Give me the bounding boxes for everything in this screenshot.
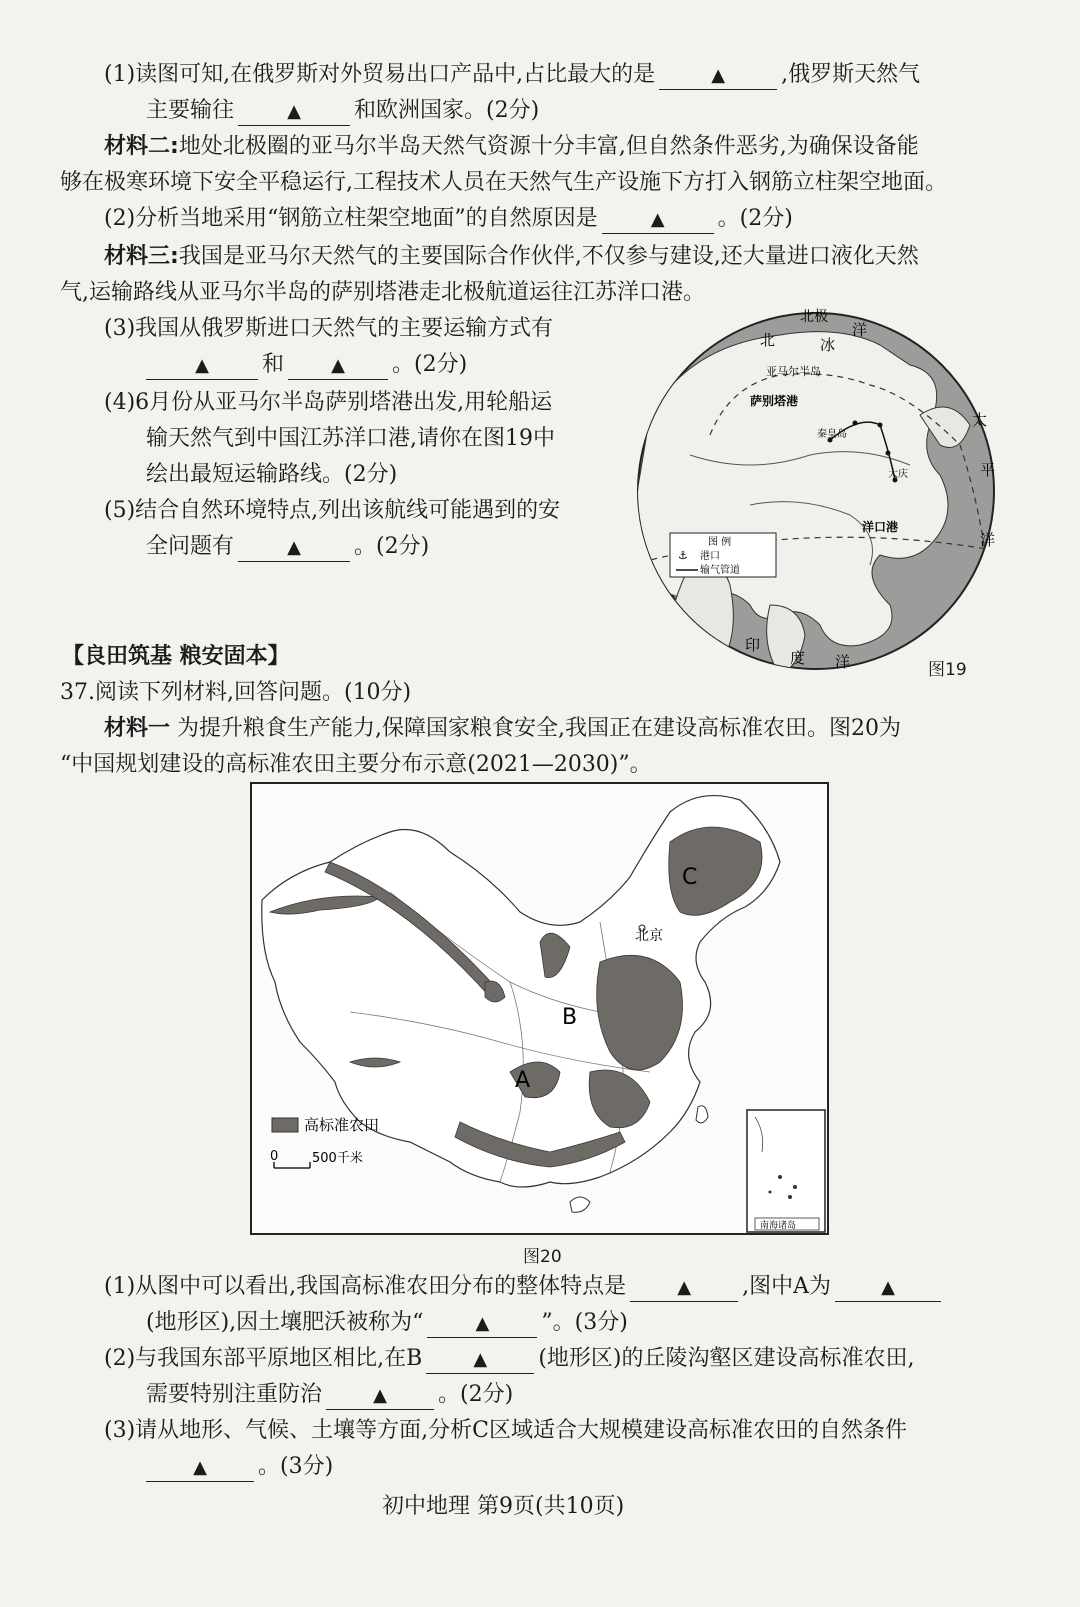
answer-blank[interactable] bbox=[630, 1274, 738, 1302]
figure-19-caption: 图19 bbox=[928, 660, 967, 680]
blank-marker-icon: ▲ bbox=[475, 1313, 490, 1334]
page-footer: 初中地理 第9页(共10页) bbox=[382, 1494, 625, 1519]
q36-p3-text-b: 和 bbox=[262, 352, 285, 377]
q37-material1-line1 bbox=[104, 712, 901, 746]
material2-line1 bbox=[104, 130, 919, 164]
pipeline-node bbox=[853, 421, 858, 426]
material1-text-a: 为提升粮食生产能力,保障国家粮食安全,我国正在建设高标准农田。图20为 bbox=[170, 716, 901, 741]
legend-port: 港口 bbox=[700, 551, 720, 562]
q37-p3-text-b: 。(3分) bbox=[258, 1454, 334, 1479]
island-dot bbox=[788, 1195, 792, 1199]
q37-p1-text-d: ”。(3分) bbox=[541, 1310, 628, 1335]
q36-p2-text-b: 。(2分) bbox=[717, 206, 793, 231]
scale-zero: 0 bbox=[270, 1149, 279, 1164]
label-yang: 洋 bbox=[852, 321, 868, 339]
material3-text-a: 我国是亚马尔天然气的主要国际合作伙伴,不仅参与建设,还大量进口液化天然 bbox=[178, 244, 919, 269]
q37-part2-line2 bbox=[146, 1378, 513, 1412]
q37-p1-text-c: (地形区),因土壤肥沃被称为“ bbox=[146, 1310, 424, 1335]
q37-p2-text-c: 需要特别注重防治 bbox=[146, 1382, 323, 1407]
q37-p1-text-a: (1)从图中可以看出,我国高标准农田分布的整体特点是 bbox=[104, 1274, 627, 1299]
material2-label: 材料二: bbox=[104, 134, 179, 159]
south-china-sea-inset bbox=[747, 1110, 825, 1232]
q37-part2-line1 bbox=[104, 1342, 915, 1376]
label-yang2: 洋 bbox=[980, 531, 996, 549]
q37-material1-line2 bbox=[60, 748, 652, 782]
blank-marker-icon: ▲ bbox=[287, 537, 301, 558]
anchor-icon: ⚓ bbox=[678, 549, 688, 562]
q36-p1-text-d: 和欧洲国家。(2分) bbox=[354, 98, 540, 123]
material3-line2 bbox=[60, 276, 705, 310]
q36-p5-text-c: 。(2分) bbox=[354, 534, 430, 559]
material2-line2 bbox=[60, 166, 947, 200]
material3-line1 bbox=[104, 240, 919, 274]
q36-p4-text-a: (4)6月份从亚马尔半岛萨别塔港出发,用轮船运 bbox=[104, 390, 553, 415]
q36-p5-text-a: (5)结合自然环境特点,列出该航线可能遇到的安 bbox=[104, 498, 561, 523]
figure-20-caption: 图20 bbox=[523, 1247, 562, 1267]
q36-part3-line1 bbox=[104, 312, 553, 346]
q36-part2 bbox=[104, 202, 793, 236]
label-yangkou: 洋口港 bbox=[862, 520, 899, 534]
answer-blank[interactable] bbox=[288, 352, 388, 380]
material3-label: 材料三: bbox=[104, 244, 179, 269]
answer-blank[interactable] bbox=[659, 62, 777, 90]
island-dot bbox=[769, 1191, 772, 1194]
q37-heading: 37.阅读下列材料,回答问题。(10分) bbox=[60, 680, 412, 705]
label-b: B bbox=[562, 1005, 578, 1030]
q37-part3-line2 bbox=[146, 1450, 333, 1484]
q36-part1-line1 bbox=[104, 58, 920, 92]
scale-500: 500千米 bbox=[312, 1151, 363, 1166]
answer-blank[interactable] bbox=[146, 352, 258, 380]
globe-map-svg bbox=[630, 305, 1020, 685]
legend-label: 高标准农田 bbox=[304, 1116, 380, 1134]
material2-text-b: 够在极寒环境下安全平稳运行,工程技术人员在天然气生产设施下方打入钢筋立柱架空地面。 bbox=[60, 170, 947, 195]
q36-p1-text-a: (1)读图可知,在俄罗斯对外贸易出口产品中,占比最大的是 bbox=[104, 62, 656, 87]
q36-part4-line3 bbox=[146, 458, 397, 492]
legend-swatch bbox=[272, 1118, 298, 1132]
label-qinhuangdao: 秦皇岛 bbox=[817, 429, 847, 440]
blank-marker-icon: ▲ bbox=[287, 101, 301, 122]
pipeline-node bbox=[886, 451, 891, 456]
blank-marker-icon: ▲ bbox=[650, 209, 665, 230]
label-ping: 平 bbox=[980, 461, 996, 479]
q37-p1-text-b: ,图中A为 bbox=[742, 1274, 832, 1299]
blank-marker-icon: ▲ bbox=[331, 355, 345, 376]
answer-blank[interactable] bbox=[238, 534, 350, 562]
label-tai: 太 bbox=[972, 411, 988, 429]
q36-part1-line2 bbox=[146, 94, 539, 128]
answer-blank[interactable] bbox=[427, 1310, 537, 1338]
material2-text-a: 地处北极圈的亚马尔半岛天然气资源十分丰富,但自然条件恶劣,为确保设备能 bbox=[178, 134, 919, 159]
answer-blank[interactable] bbox=[835, 1274, 941, 1302]
label-c: C bbox=[682, 865, 698, 890]
figure-20-china-map bbox=[250, 782, 830, 1236]
q37-p3-text-a: (3)请从地形、气候、土壤等方面,分析C区域适合大规模建设高标准农田的自然条件 bbox=[104, 1418, 907, 1443]
blank-marker-icon: ▲ bbox=[711, 65, 726, 86]
q36-p1-text-b: ,俄罗斯天然气 bbox=[781, 62, 921, 87]
legend-pipeline: 输气管道 bbox=[700, 565, 740, 576]
q36-p1-text-c: 主要输往 bbox=[146, 98, 235, 123]
answer-blank[interactable] bbox=[426, 1346, 534, 1374]
material3-text-b: 气,运输路线从亚马尔半岛的萨别塔港走北极航道运往江苏洋口港。 bbox=[60, 280, 705, 305]
q36-p3-text-a: (3)我国从俄罗斯进口天然气的主要运输方式有 bbox=[104, 316, 554, 341]
china-map-svg bbox=[250, 782, 830, 1236]
blank-marker-icon: ▲ bbox=[677, 1277, 692, 1298]
island-dot bbox=[793, 1185, 797, 1189]
answer-blank[interactable] bbox=[146, 1454, 254, 1482]
label-bei: 北 bbox=[760, 331, 776, 349]
section-title: 【良田筑基 粮安固本】 bbox=[62, 644, 290, 669]
q37-p2-text-b: (地形区)的丘陵沟壑区建设高标准农田, bbox=[538, 1346, 915, 1371]
label-sabetta: 萨别塔港 bbox=[750, 394, 799, 408]
label-north-pole: 北极 bbox=[800, 309, 828, 325]
label-yang3: 洋 bbox=[835, 653, 851, 671]
q37-part1-line2 bbox=[146, 1306, 628, 1340]
inset-label: 南海诸岛 bbox=[760, 1221, 797, 1231]
answer-blank[interactable] bbox=[602, 206, 714, 234]
label-yamal: 亚马尔半岛 bbox=[766, 365, 821, 378]
figure-19-globe-map bbox=[630, 305, 1020, 685]
q37-p2-text-d: 。(2分) bbox=[438, 1382, 514, 1407]
q36-p5-text-b: 全问题有 bbox=[146, 534, 235, 559]
blank-marker-icon: ▲ bbox=[193, 1457, 207, 1478]
label-a: A bbox=[515, 1068, 531, 1093]
q36-part5-line1 bbox=[104, 494, 560, 528]
answer-blank[interactable] bbox=[326, 1382, 434, 1410]
q36-p3-text-c: 。(2分) bbox=[392, 352, 468, 377]
blank-marker-icon: ▲ bbox=[881, 1277, 895, 1298]
q37-part1-line1 bbox=[104, 1270, 945, 1304]
q36-p4-text-c: 绘出最短运输路线。(2分) bbox=[146, 462, 398, 487]
q36-part5-line2 bbox=[146, 530, 429, 564]
q37-p2-text-a: (2)与我国东部平原地区相比,在B bbox=[104, 1346, 423, 1371]
q37-part3-line1 bbox=[104, 1414, 907, 1448]
label-bing: 冰 bbox=[820, 336, 836, 354]
blank-marker-icon: ▲ bbox=[373, 1385, 387, 1406]
answer-blank[interactable] bbox=[238, 98, 350, 126]
material1-label: 材料一 bbox=[104, 716, 171, 741]
island-dot bbox=[778, 1175, 782, 1179]
q36-p2-text-a: (2)分析当地采用“钢筋立柱架空地面”的自然原因是 bbox=[104, 206, 598, 231]
label-yin: 印 bbox=[745, 636, 761, 654]
label-daqing: 大庆 bbox=[888, 469, 908, 480]
pipeline-node bbox=[878, 423, 883, 428]
label-du: 度 bbox=[790, 649, 806, 667]
legend-title: 图 例 bbox=[708, 537, 732, 548]
label-beijing: 北京 bbox=[635, 928, 663, 944]
q36-part4-line1 bbox=[104, 386, 552, 420]
q36-part4-line2 bbox=[146, 422, 555, 456]
blank-marker-icon: ▲ bbox=[473, 1349, 488, 1370]
blank-marker-icon: ▲ bbox=[195, 355, 209, 376]
material1-text-b: “中国规划建设的高标准农田主要分布示意(2021—2030)”。 bbox=[60, 752, 652, 777]
q36-p4-text-b: 输天然气到中国江苏洋口港,请你在图19中 bbox=[146, 426, 555, 451]
q36-part3-line2 bbox=[146, 348, 467, 382]
